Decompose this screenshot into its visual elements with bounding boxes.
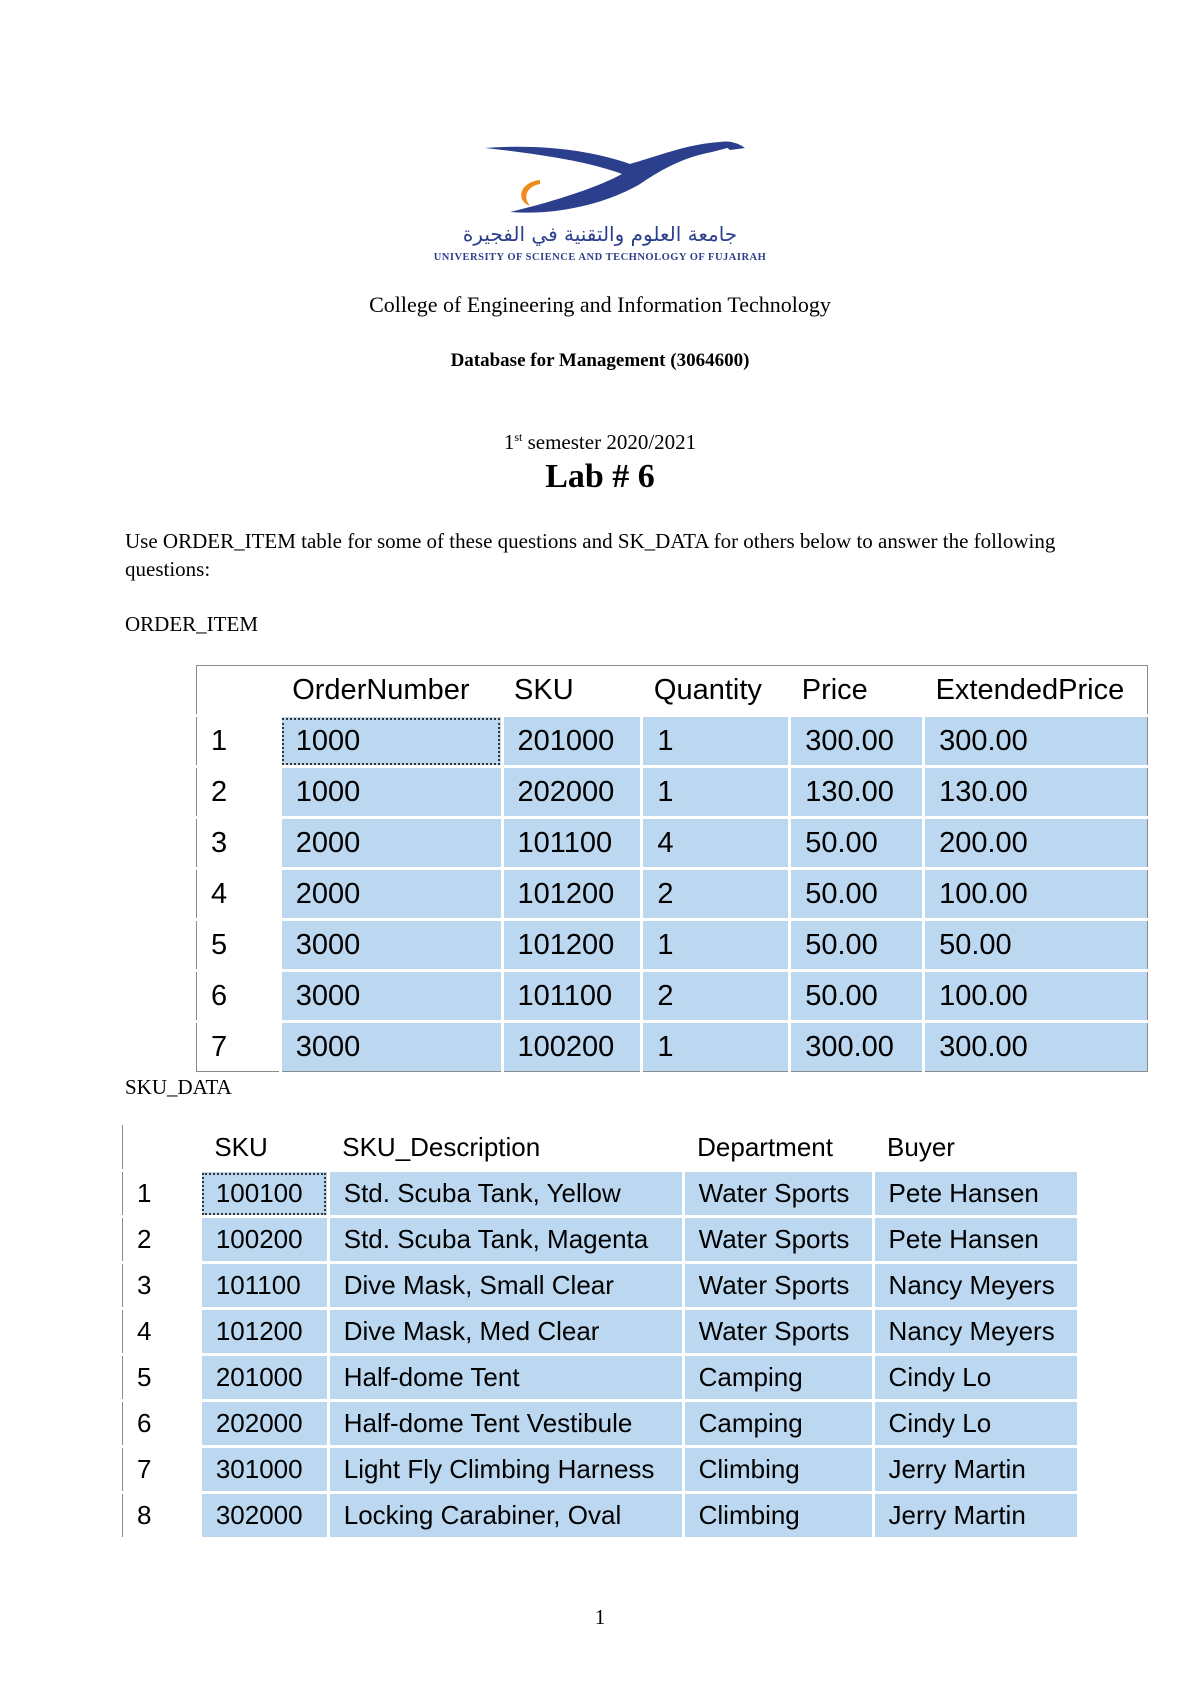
- table-cell[interactable]: Jerry Martin: [873, 1493, 1077, 1538]
- table-row[interactable]: [197, 1022, 1148, 1072]
- table-cell[interactable]: 130.00: [790, 767, 924, 818]
- order-item-label: ORDER_ITEM: [125, 612, 258, 636]
- table-cell[interactable]: Camping: [683, 1401, 873, 1447]
- row-number[interactable]: 8: [123, 1493, 201, 1538]
- table-row[interactable]: [123, 1217, 1078, 1263]
- table-cell[interactable]: 202000: [502, 767, 642, 818]
- table-cell[interactable]: 2000: [280, 869, 502, 920]
- table-cell[interactable]: Cindy Lo: [873, 1355, 1077, 1401]
- table-cell[interactable]: 100200: [200, 1217, 328, 1263]
- table-cell[interactable]: 101200: [502, 920, 642, 971]
- column-header[interactable]: SKU: [200, 1125, 328, 1171]
- table-cell[interactable]: Light Fly Climbing Harness: [328, 1447, 683, 1493]
- table-cell[interactable]: 300.00: [924, 1022, 1148, 1072]
- logo-arabic-text: جامعة العلوم والتقنية في الفجيرة: [462, 222, 738, 246]
- table-cell[interactable]: 300.00: [924, 716, 1148, 767]
- column-header[interactable]: Price: [790, 666, 924, 716]
- logo-english-text: UNIVERSITY OF SCIENCE AND TECHNOLOGY OF FUJAIRAH: [433, 252, 767, 263]
- table-cell[interactable]: Cindy Lo: [873, 1401, 1077, 1447]
- column-header[interactable]: SKU: [502, 666, 642, 716]
- row-number[interactable]: 5: [123, 1355, 201, 1401]
- row-number[interactable]: 7: [197, 1022, 281, 1072]
- table-cell[interactable]: Pete Hansen: [873, 1171, 1077, 1217]
- table-row[interactable]: [197, 818, 1148, 869]
- table-header-row: [123, 1125, 1078, 1171]
- college-name: College of Engineering and Information Technology: [369, 292, 831, 317]
- row-number[interactable]: 7: [123, 1447, 201, 1493]
- table-cell[interactable]: 1: [642, 767, 790, 818]
- table-cell[interactable]: Half-dome Tent Vestibule: [328, 1401, 683, 1447]
- table-cell[interactable]: Dive Mask, Small Clear: [328, 1263, 683, 1309]
- table-row[interactable]: [123, 1171, 1078, 1217]
- table-row[interactable]: [123, 1263, 1078, 1309]
- table-cell[interactable]: Nancy Meyers: [873, 1263, 1077, 1309]
- table-cell[interactable]: Climbing: [683, 1447, 873, 1493]
- semester-text: semester 2020/2021: [522, 430, 697, 454]
- table-cell[interactable]: Half-dome Tent: [328, 1355, 683, 1401]
- table-cell[interactable]: 2000: [280, 818, 502, 869]
- table-cell[interactable]: 50.00: [924, 920, 1148, 971]
- semester-number: 1: [503, 430, 515, 454]
- row-number[interactable]: 3: [123, 1263, 201, 1309]
- table-cell[interactable]: 2: [642, 869, 790, 920]
- table-cell[interactable]: 1000: [280, 716, 502, 767]
- table-cell[interactable]: 200.00: [924, 818, 1148, 869]
- row-number[interactable]: 4: [123, 1309, 201, 1355]
- table-cell[interactable]: 101100: [200, 1263, 328, 1309]
- table-cell[interactable]: 1: [642, 920, 790, 971]
- table-cell[interactable]: 300.00: [790, 716, 924, 767]
- table-cell[interactable]: 101100: [502, 818, 642, 869]
- table-row[interactable]: [197, 920, 1148, 971]
- table-cell[interactable]: 50.00: [790, 920, 924, 971]
- order-item-table: [196, 665, 1148, 1072]
- bird-logo-icon: [390, 140, 810, 222]
- table-cell[interactable]: 302000: [200, 1493, 328, 1538]
- table-row[interactable]: [123, 1493, 1078, 1538]
- table-cell[interactable]: 100.00: [924, 971, 1148, 1022]
- table-cell[interactable]: 100100: [200, 1171, 328, 1217]
- column-header[interactable]: OrderNumber: [280, 666, 502, 716]
- table-cell[interactable]: 101100: [502, 971, 642, 1022]
- table-cell[interactable]: Std. Scuba Tank, Yellow: [328, 1171, 683, 1217]
- table-cell[interactable]: 301000: [200, 1447, 328, 1493]
- semester-line: [0, 430, 1200, 455]
- table-cell[interactable]: Climbing: [683, 1493, 873, 1538]
- row-number[interactable]: 2: [197, 767, 281, 818]
- table-header-row: [197, 666, 1148, 716]
- table-cell[interactable]: Nancy Meyers: [873, 1309, 1077, 1355]
- table-cell[interactable]: 100200: [502, 1022, 642, 1072]
- column-header[interactable]: Quantity: [642, 666, 790, 716]
- row-number[interactable]: 4: [197, 869, 281, 920]
- row-number[interactable]: 6: [197, 971, 281, 1022]
- table-cell[interactable]: 130.00: [924, 767, 1148, 818]
- table-row[interactable]: [197, 767, 1148, 818]
- sku-data-table: [122, 1125, 1077, 1537]
- lab-title: Lab # 6: [545, 458, 655, 495]
- intro-paragraph: Use ORDER_ITEM table for some of these questions and SK_DATA for others below to answer the following questions:: [125, 529, 1056, 581]
- table-row[interactable]: [123, 1401, 1078, 1447]
- table-row[interactable]: [123, 1447, 1078, 1493]
- table-cell[interactable]: 100.00: [924, 869, 1148, 920]
- row-number[interactable]: 2: [123, 1217, 201, 1263]
- table-cell[interactable]: Pete Hansen: [873, 1217, 1077, 1263]
- table-cell[interactable]: 4: [642, 818, 790, 869]
- column-header[interactable]: SKU_Description: [328, 1125, 683, 1171]
- row-number[interactable]: 1: [197, 716, 281, 767]
- table-cell[interactable]: 1: [642, 1022, 790, 1072]
- row-number[interactable]: 3: [197, 818, 281, 869]
- table-cell[interactable]: 1: [642, 716, 790, 767]
- table-row[interactable]: [197, 716, 1148, 767]
- row-number[interactable]: 1: [123, 1171, 201, 1217]
- table-cell[interactable]: 202000: [200, 1401, 328, 1447]
- row-number[interactable]: 5: [197, 920, 281, 971]
- university-logo: [390, 140, 810, 270]
- table-cell[interactable]: 201000: [200, 1355, 328, 1401]
- table-row[interactable]: [197, 869, 1148, 920]
- table-cell[interactable]: 101200: [502, 869, 642, 920]
- sku-data-label: SKU_DATA: [125, 1075, 232, 1099]
- table-row[interactable]: [123, 1309, 1078, 1355]
- table-cell[interactable]: 3000: [280, 920, 502, 971]
- table-cell[interactable]: Water Sports: [683, 1309, 873, 1355]
- course-title: Database for Management (3064600): [450, 350, 750, 371]
- table-cell[interactable]: 201000: [502, 716, 642, 767]
- table-row[interactable]: [123, 1355, 1078, 1401]
- table-cell[interactable]: 101200: [200, 1309, 328, 1355]
- semester-ordinal: st: [514, 430, 523, 444]
- column-header[interactable]: [197, 666, 281, 716]
- column-header[interactable]: ExtendedPrice: [924, 666, 1148, 716]
- table-cell[interactable]: Water Sports: [683, 1171, 873, 1217]
- column-header[interactable]: Buyer: [873, 1125, 1077, 1171]
- table-cell[interactable]: 300.00: [790, 1022, 924, 1072]
- table-cell[interactable]: Water Sports: [683, 1217, 873, 1263]
- table-cell[interactable]: 50.00: [790, 971, 924, 1022]
- table-cell[interactable]: 3000: [280, 971, 502, 1022]
- table-row[interactable]: [197, 971, 1148, 1022]
- table-cell[interactable]: Std. Scuba Tank, Magenta: [328, 1217, 683, 1263]
- table-cell[interactable]: Dive Mask, Med Clear: [328, 1309, 683, 1355]
- table-cell[interactable]: Water Sports: [683, 1263, 873, 1309]
- table-cell[interactable]: Locking Carabiner, Oval: [328, 1493, 683, 1538]
- table-cell[interactable]: Camping: [683, 1355, 873, 1401]
- table-cell[interactable]: 1000: [280, 767, 502, 818]
- page-number: 1: [594, 1605, 606, 1629]
- table-cell[interactable]: 3000: [280, 1022, 502, 1072]
- row-number[interactable]: 6: [123, 1401, 201, 1447]
- column-header[interactable]: Department: [683, 1125, 873, 1171]
- table-cell[interactable]: Jerry Martin: [873, 1447, 1077, 1493]
- table-cell[interactable]: 50.00: [790, 818, 924, 869]
- table-cell[interactable]: 2: [642, 971, 790, 1022]
- column-header[interactable]: [123, 1125, 201, 1171]
- table-cell[interactable]: 50.00: [790, 869, 924, 920]
